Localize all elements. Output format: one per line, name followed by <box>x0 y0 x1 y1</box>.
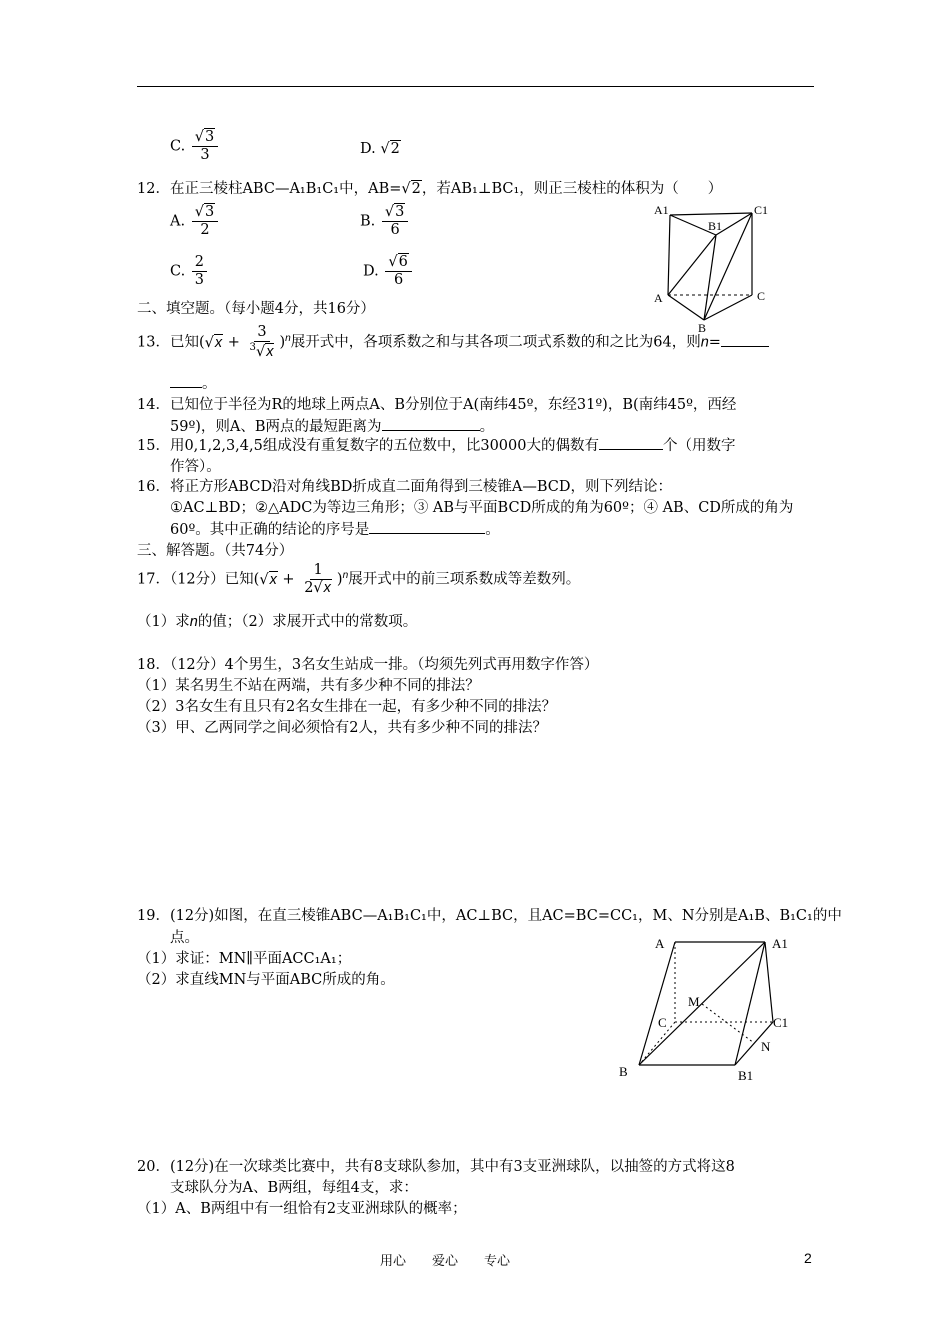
label-a1: A1 <box>654 203 669 217</box>
q18-part1: （1）某名男生不站在两端，共有多少种不同的排法？ <box>137 678 480 694</box>
label-c: C <box>658 1015 667 1030</box>
label-a: A <box>655 936 665 951</box>
label-c1: C1 <box>754 203 769 217</box>
q11-option-d: D. √2 <box>360 141 400 157</box>
q20-part1: （1）A、B两组中有一组恰有2支亚洲球队的概率； <box>137 1201 467 1217</box>
page-number: 2 <box>804 1250 812 1266</box>
q18-part2: （2）3名女生有且只有2名女生排在一起，有多少种不同的排法？ <box>137 699 557 715</box>
prism-figure-q19 <box>615 930 805 1085</box>
q18-part3: （3）甲、乙两同学之间必须恰有2人，共有多少种不同的排法？ <box>137 720 547 736</box>
q11-option-c: C. $\frac{√3}{3}$ <box>170 130 220 163</box>
q12-option-d: D. $\frac{√6}{6}$ <box>363 255 414 288</box>
label-b: B <box>698 321 707 335</box>
prism-figure-q12 <box>640 200 780 335</box>
label-c1: C1 <box>773 1015 789 1030</box>
q16-line2: ①AC⊥BD；②△ADC为等边三角形；③ AB与平面BCD所成的角为60º；④ AB、CD所成的角为 <box>170 500 794 516</box>
q17-stem: 17．（12分）已知(√x + $\frac{1}{2√x}$ )$^n$展开式中的前三项系数成等差数列。 <box>137 562 581 597</box>
label-b1: B1 <box>738 1068 754 1083</box>
q20-line1: 20．(12分)在一次球类比赛中，共有8支球队参加，其中有3支亚洲球队，以抽签的方式将这8 <box>137 1159 735 1175</box>
footer-motto: 用心 爱心 专心 <box>380 1254 511 1269</box>
q16-line3: 60º。其中正确的结论的序号是 。 <box>170 518 500 539</box>
q12-stem: 12．在正三棱柱ABC—A₁B₁C₁中，AB=√2，若AB₁⊥BC₁，则正三棱柱的体积为（ ） <box>137 181 723 197</box>
q12-option-c: C. $\frac{2}{3}$ <box>170 255 209 288</box>
q13-line1: 13．已知(√x + $\frac{3}{^3√x}$ )$^n$展开式中，各项系数之和与其各项二项式系数的和之比为64，则n= <box>137 325 769 360</box>
label-b1: B1 <box>708 219 723 233</box>
q14-line2: 59º)，则A、B两点的最短距离为 。 <box>170 415 494 436</box>
q17-subquestions: （1）求n的值；（2）求展开式中的常数项。 <box>137 614 418 630</box>
q18-stem: 18．（12分）4个男生，3名女生站成一排。（均须先列式再用数字作答） <box>137 657 599 673</box>
label-a1: A1 <box>772 936 788 951</box>
label-m: M <box>688 994 700 1009</box>
q19-line1: 19．(12分)如图，在直三棱锥ABC—A₁B₁C₁中，AC⊥BC，且AC=BC=CC₁，M、N分别是A₁B、B₁C₁的中 <box>137 908 842 924</box>
label-a: A <box>654 291 663 305</box>
q15-line1: 15．用0,1,2,3,4,5组成没有重复数字的五位数中，比30000大的偶数有 个（用数字 <box>137 434 735 455</box>
q12-option-a: A. $\frac{√3}{2}$ <box>170 205 220 238</box>
section-2-heading: 二、填空题。（每小题4分，共16分） <box>137 301 375 317</box>
q19-part1: （1）求证：MN∥平面ACC₁A₁； <box>137 951 352 967</box>
header-rule <box>137 86 814 87</box>
label-b: B <box>619 1064 628 1079</box>
q13-line2: 。 <box>170 372 217 393</box>
label-n: N <box>761 1039 771 1054</box>
q19-line2: 点。 <box>170 930 199 946</box>
q14-line1: 14．已知位于半径为R的地球上两点A、B分别位于A(南纬45º，东经31º)，B(南纬45º，西经 <box>137 397 737 413</box>
q20-line2: 支球队分为A、B两组，每组4支，求： <box>170 1180 418 1196</box>
q19-part2: （2）求直线MN与平面ABC所成的角。 <box>137 972 395 988</box>
q15-line2: 作答）。 <box>170 459 221 475</box>
label-c: C <box>757 289 766 303</box>
q16-line1: 16．将正方形ABCD沿对角线BD折成直二面角得到三棱锥A—BCD，则下列结论： <box>137 479 672 495</box>
q12-option-b: B. $\frac{√3}{6}$ <box>360 205 410 238</box>
section-3-heading: 三、解答题。（共74分） <box>137 543 294 559</box>
